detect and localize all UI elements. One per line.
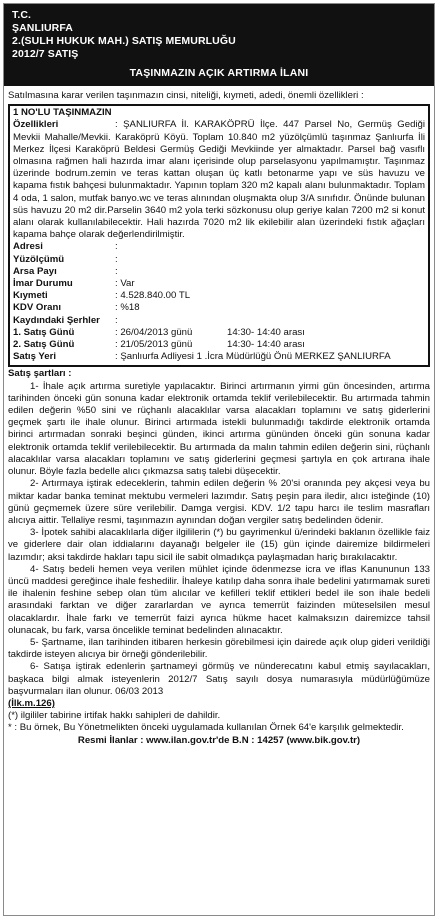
- field-label: KDV Oranı: [13, 302, 61, 314]
- sale-date-1: [13, 327, 425, 339]
- features-text: : ŞANLIURFA İl. KARAKÖPRÜ İlçe. 447 Parsel No, Germüş Gediği Mevkii Mahalle/Mevkii. Karaköprü Köyü. Toplam 10.840 m2 yüzölçümlü taşınmaz Şanlıurfa İli Merkez İlçesi Karaköprü Beldesi Germüş Gediği Mevkiinde yer almaktadır. Parsel bağ vasıflı olmasına rağmen hali hazırda imar alanı içerisinde olup parselasyonu yapılmamıştır. Taşınmaz üzerinde bodrum.zemin ve teras kattan oluşan üç katlı betonarme yapı ve süs havuzu ve kapama fıstık bahçesi bulunmaktadır. Yapının toplam 320 m2 kapalı alanı bulunmaktadır. Toplam 4 oda, 1 salon, mutfak banyo.wc ve teras alınından oluşmakta olup 3/A sınıfıdır. Önünde bulunan süs havuzu 20 m2 dir.Parselin 3640 m2 yola terki sözkonusu olup geriye kalan 7200 m2 si konut alanı olarak kullanılabilecektir. Hali hazırda 7020 m2 lik ekilebilir alan üzerindeki fıstık ağaçları kapama bahçe olarak değerlendirilmiştir.: [13, 119, 425, 241]
- footer-link-line: Resmi İlanlar : www.ilan.gov.tr'de B.N : 14257 (www.bik.gov.tr): [77, 734, 361, 746]
- field-row-vat: [13, 302, 425, 314]
- sale-date-value: : 21/05/2013 günü: [115, 339, 193, 351]
- field-label: Kaydındaki Şerhler: [13, 314, 100, 326]
- sale-place-value: : Şanlıurfa Adliyesi 1 .İcra Müdürlüğü Önü MERKEZ ŞANLIURFA: [115, 351, 391, 363]
- field-value: :: [115, 253, 118, 265]
- notice-header: [4, 4, 434, 86]
- field-value: : Var: [115, 278, 135, 290]
- notice-body: [8, 90, 430, 747]
- condition-paragraph-5: 5- Şartname, ilan tarihinden itibaren herkesin görebilmesi için dairede açık olup gideri verildiği takdirde isteyen alıcıya bir örneği gönderilebilir.: [8, 636, 430, 661]
- header-line-file: 2012/7 SATIŞ: [12, 48, 79, 60]
- sale-date-label: 1. Satış Günü: [13, 326, 75, 338]
- field-row-annotations: [13, 315, 425, 327]
- field-row-value: [13, 290, 425, 302]
- field-row-zoning: [13, 278, 425, 290]
- field-label: Adresi: [13, 241, 43, 253]
- sale-time-value: 14:30- 14:40 arası: [227, 326, 305, 338]
- field-row-address: [13, 241, 425, 253]
- header-line-tc: T.C.: [12, 9, 32, 21]
- conditions-title: Satış şartları :: [8, 368, 72, 380]
- condition-paragraph-4: 4- Satış bedeli hemen veya verilen mühlet içinde ödenmezse icra ve iflas Kanununun 133 üncü maddesi gereğince ihale feshedilir. İhaleye katılıp daha sonra ihale bedelini yatırmamak sureti ile ihalenin feshine sebep olan tüm alıcılar ve kefilleri teklif ettikleri bedel ile son ihale bedeli arasındaki farktan ve diğer zararlardan ve ayrıca temerrüt faizinden müteselsilen mesul olacaklardır. İhale farkı ve temerrüt faizi ayrıca hükme hacet kalmaksızın dairemizce tahsil olunacak, bu fark, varsa öncelikle teminat bedelinden alınacaktır.: [8, 563, 430, 636]
- field-label: İmar Durumu: [13, 278, 73, 290]
- condition-paragraph-2: 2- Artırmaya iştirak edeceklerin, tahmin edilen değerin % 20'si oranında pey akçesi veya bu miktar kadar banka teminat mektubu vermeleri lazımdır. Satış peşin para iledir, alıcı isteğinde (10) günü geçmemek üzere süre verilebilir. Damga vergisi. KDV. 1/2 tapu harcı ile teslim masrafları alıcıya aittir. Tellaliye resmi, taşınmazın aynından doğan vergiler satış bedelinden ödenir.: [8, 478, 430, 526]
- header-line-city: ŞANLIURFA: [12, 22, 73, 34]
- field-value: :: [115, 265, 118, 277]
- sale-date-2: [13, 339, 425, 351]
- sale-date-label: 2. Satış Günü: [13, 339, 75, 351]
- note-2: * : Bu örnek, Bu Yönetmelikten önceki uygulamada kullanılan Örnek 64'e karşılık gelmektedir.: [8, 722, 404, 734]
- condition-paragraph-3: 3- İpotek sahibi alacaklılarla diğer ilgililerin (*) bu gayrimenkul ü/erindeki baklanın özellikle faiz ve giderlere dair olan iddialarını dayanağı belgeler ile (15) gün içinde dairemize bildirmeleri lazımdır; aksi takdirde hakları tapu sicil ile sabit olmadıkça paylaşmadan hariç bırakılacaktır.: [8, 527, 430, 563]
- sale-time-value: 14:30- 14:40 arası: [227, 339, 305, 351]
- field-row-land-share: [13, 266, 425, 278]
- note-1: (*) ilgililer tabirine irtifak hakkı sahipleri de dahildir.: [8, 710, 221, 722]
- sale-place: [13, 351, 425, 363]
- property-features: [13, 119, 425, 241]
- condition-paragraph-6: 6- Satışa iştirak edenlerin şartnameyi görmüş ve nünderecatını kabul etmiş sayılacakları, başkaca bilgi almak isteyenlerin 2012/7 Satış sayılı dosya numarasıyla müdürlüğümüze başvurmaları ilan olunur. 06/03 2013: [8, 661, 430, 697]
- header-line-office: 2.(SULH HUKUK MAH.) SATIŞ MEMURLUĞU: [12, 35, 236, 47]
- condition-paragraph-1: 1- İhale açık artırma suretiyle yapılacaktır. Birinci artırmanın yirmi gün öncesinden, artırma tarihinden önceki gün sonuna kadar elektronik ortamda teklif verilebilecektir. Bu artırmada tahmin edilen değerin %50 sini ve rüçhanlı alacaklılar varsa alacakları toplamını ve satış giderlerini geçmek şartı ile ihale olunur. Birinci artırmada istekli bulunmadığı takdirde elektronik ortamda birinci artırmadan sonraki beşinci günden, ikinci artırma gününden önceki gün sonuna kadar elektronik ortamda teklif verilebilecektir. Bu artırmada da malın tahmin edilen değerin sini, rüçhanlı alacaklılar varsa alacakları toplamını ve satış giderlerini geçmesi şartıyla en çok artırana ihale olunur. Böyle fazla bedelle alıcı çıkmazsa satış talebi düşecektir.: [8, 380, 430, 478]
- notice-title: TAŞINMAZIN AÇIK ARTIRMA İLANI: [129, 67, 309, 79]
- field-row-area: [13, 254, 425, 266]
- field-value: :: [115, 314, 118, 326]
- intro-text: Satılmasına karar verilen taşınmazın cinsi, niteliği, kıymeti, adedi, önemli özellikleri :: [8, 90, 364, 101]
- field-value: : 4.528.840.00 TL: [115, 290, 191, 302]
- field-value: :: [115, 241, 118, 253]
- field-label: Yüzölçümü: [13, 253, 65, 265]
- field-value: : %18: [115, 302, 140, 314]
- property-box-title: 1 NO'LU TAŞINMAZIN: [13, 107, 112, 119]
- sale-date-value: : 26/04/2013 günü: [115, 326, 193, 338]
- features-label: Özellikleri: [13, 119, 59, 131]
- sale-place-label: Satış Yeri: [13, 351, 57, 363]
- regulation-code: (İlk.m.126): [8, 697, 55, 709]
- field-label: Kıymeti: [13, 290, 48, 302]
- property-box: [8, 104, 430, 367]
- field-label: Arsa Payı: [13, 265, 57, 277]
